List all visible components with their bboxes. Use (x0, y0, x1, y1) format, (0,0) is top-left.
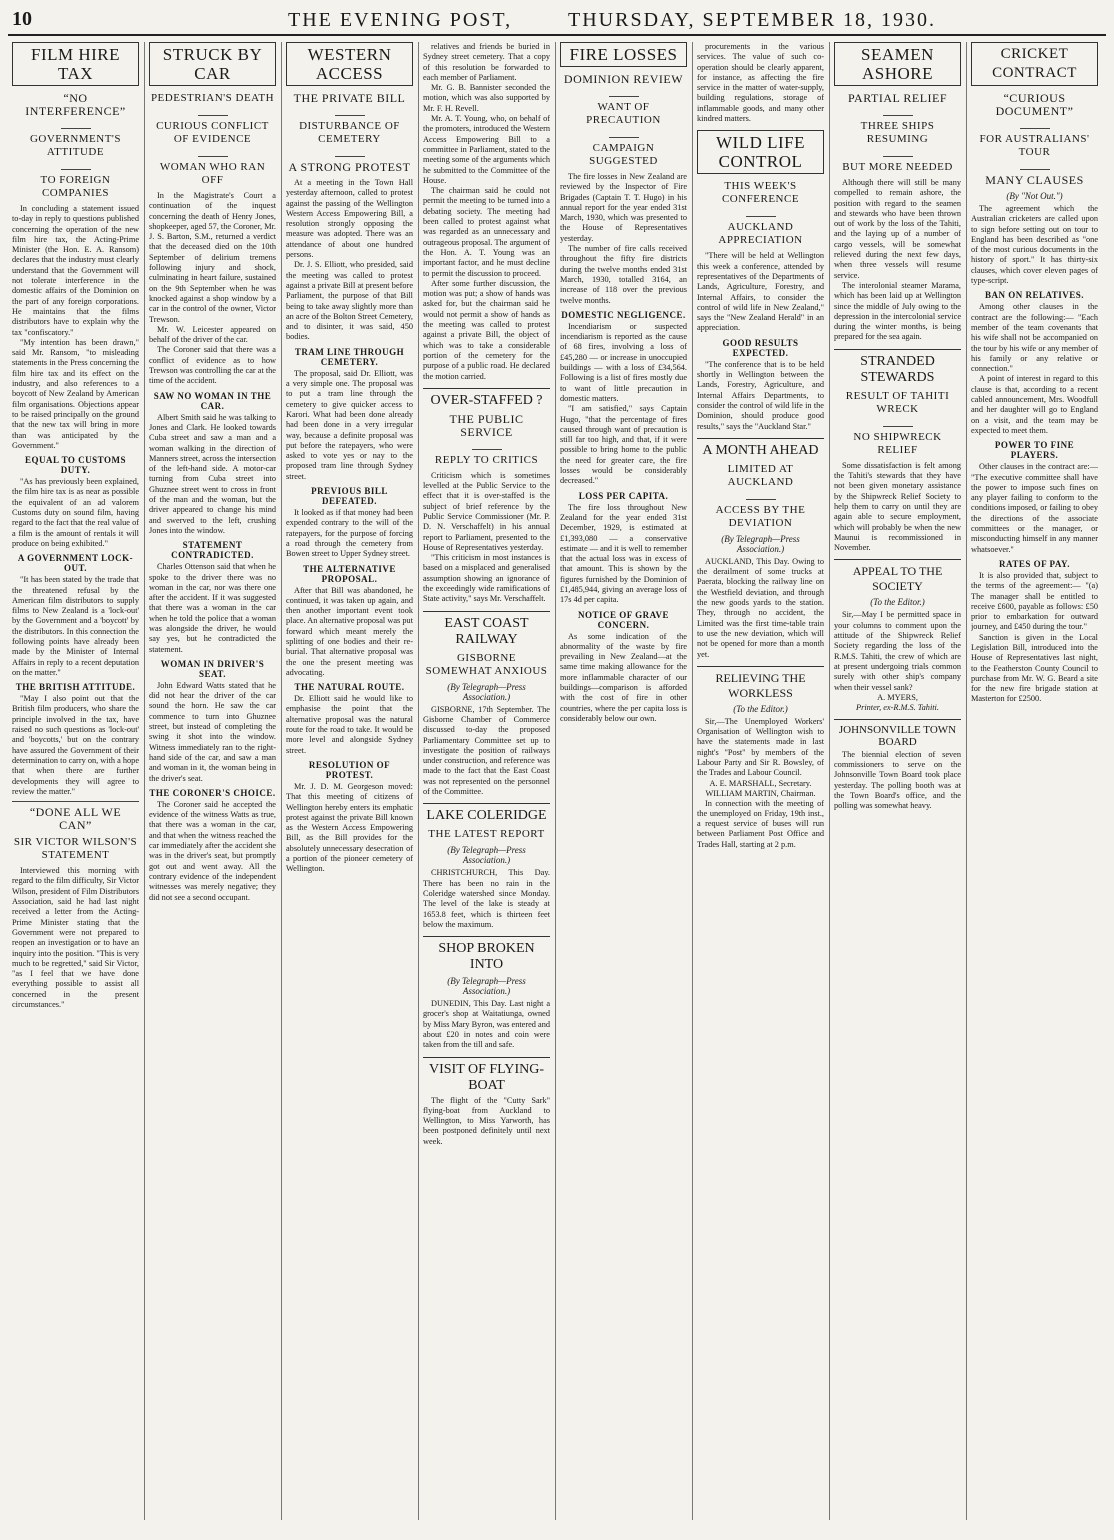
article-deck: DISTURBANCE OF CEMETERY (299, 120, 400, 145)
paragraph: Dr. Elliott said he would like to emphasise the point that the alternative proposal was the natural route for the road to take. It would be more level and alongside Sydney street. (286, 694, 413, 755)
paragraph: Incendiarism or suspected incendiarism is reported as the cause of 68 fires, involving a loss of £45,280 — or increase in unoccupied buildings — with a loss of £34,564. Following is a list of fires mostly due to want of little precaution in domestic matters. (560, 321, 687, 403)
article-deck: MANY CLAUSES (985, 173, 1084, 187)
paragraph: At a meeting in the Town Hall yesterday afternoon, called to protest against the passing of the Wellington Western Access Empowering Bill, a resolution strongly opposing the measure was adopted. There was an attendance of about one hundred persons. (286, 178, 413, 260)
paragraph: In connection with the meeting of the unemployed on Friday, 19th inst., a request service of buses will run between Parliament Post Office and Trades Hall, starting at 2 p.m. (697, 798, 824, 849)
article-deck: ACCESS BY THE DEVIATION (715, 503, 806, 529)
column-fire-losses (560, 42, 687, 1520)
subheading: THE ALTERNATIVE PROPOSAL. (303, 563, 396, 584)
paragraph: DUNEDIN, This Day. Last night a grocer's shop at Waitatiunga, owned by Miss Mary Byron, was entered and about £20 in notes and coin were taken from the till and safe. (423, 999, 550, 1050)
article-deck: FOR AUSTRALIANS' TOUR (979, 133, 1090, 158)
subheading: PREVIOUS BILL DEFEATED. (311, 486, 388, 507)
subheading: LOSS PER CAPITA. (578, 490, 669, 501)
paragraph: relatives and friends be buried in Sydney street cemetery. That a copy of this resolution be forwarded to each member of Parliament. (423, 42, 550, 82)
byline: (To the Editor.) (870, 597, 925, 608)
signature: WILLIAM MARTIN, Chairman. (705, 788, 816, 798)
paragraph: The fire loss throughout New Zealand for the year ended 31st December, 1929, is estimated at £1,393,080 — a conservative estimate — and it is well to remember that the actual loss was in excess of that amount. This is shown by the figures furnished by the Dominion of £1,485,944, giving an average loss of 17s 4d per capita. (560, 502, 687, 605)
article-deck: CAMPAIGN SUGGESTED (589, 142, 658, 167)
article-deck: WANT OF PRECAUTION (586, 101, 661, 126)
paragraph: The chairman said he could not permit the meeting to be turned into a debating society. The meeting had been called to protest against what was regarded as an unnecessary and outrageous proposal. The argument of the Hon. A. T. Young was an important factor, and he must decline to permit the discussion to proceed. (423, 186, 550, 278)
signature: A. MYERS, (877, 692, 918, 702)
subheading: RESOLUTION OF PROTEST. (308, 759, 391, 780)
article-headline: FIRE LOSSES (560, 42, 687, 67)
article-deck: “NO INTERFERENCE” (25, 91, 126, 118)
paragraph: Interviewed this morning with regard to the film difficulty, Sir Victor Wilson, president of Film Distributors Association, said he had last night received a letter from the Acting-Prime Minister stating that the Government were not prepared to reopen an investigation or to have an inquiry into the position. "This is very much to be regretted," said Sir Victor, "as I feel that we have done everything possible to assist all concerned in the present circumstances." (12, 866, 139, 1009)
page-number: 10 (12, 8, 32, 30)
article-deck: RESULT OF TAHITI WRECK (845, 389, 950, 415)
subheading: RATES OF PAY. (999, 558, 1070, 569)
paragraph: The Coroner said that there was a conflict of evidence as to how Trewson was controlling the car at the time of the accident. (149, 345, 276, 386)
byline: (To the Editor.) (733, 703, 788, 714)
article-headline: OVER-STAFFED ? (423, 388, 550, 409)
article-headline: APPEAL TO THE SOCIETY (834, 559, 961, 594)
paragraph: "It has been stated by the trade that the threatened refusal by the American film distributors to supply films to New Zealand is a 'lock-out' by the Government and a 'boycott' by the distributors. In this connection the following points have already been made by the Minister of Internal Affairs in reply to a recent deputation on the matter." (12, 575, 139, 677)
byline: (By Telegraph—Press Association.) (721, 533, 800, 554)
article-headline: EAST COAST RAILWAY (423, 611, 550, 648)
subheading: DOMESTIC NEGLIGENCE. (561, 309, 686, 320)
column-cricket-contract (971, 42, 1098, 1520)
article-deck: “CURIOUS DOCUMENT” (995, 91, 1074, 118)
article-headline: SEAMEN ASHORE (834, 42, 961, 86)
subheading: THE BRITISH ATTITUDE. (15, 682, 136, 693)
article-deck: THE PRIVATE BILL (293, 91, 406, 105)
paragraph: Criticism which is sometimes levelled at the Public Service to the effect that it is over-staffed is the subject of brief reference by the Public Service Commissioner (Mr. P. D. N. Verschaffelt) in his annual report to Parliament, presented to the House of Representatives yesterday. (423, 470, 550, 552)
column-wild-life (697, 42, 824, 1520)
signature: Printer, ex-R.M.S. Tahiti. (856, 702, 939, 712)
paragraph: Charles Ottenson said that when he spoke to the driver there was no woman in the car, nor was there one after the accident. If it was suggested that there was a woman in the car when he told the police that a woman was alongside the driver, he would say yes, but he contradicted the statement. (149, 562, 276, 654)
paragraph: In concluding a statement issued to-day in reply to questions published concerning the operation of the new film hire tax, the Acting-Prime Minister (the Hon. E. A. Ransom) declares that the industry must clearly understand that the Government will not tolerate interference in the domestic affairs of the Dominion on the part of any foreign corporations. He maintains that the films distributors have to explain why the tax "confiscatory." (12, 204, 139, 337)
article-deck: REPLY TO CRITICS (434, 453, 539, 466)
paragraph: In the Magistrate's Court a continuation of the inquest concerning the death of Henry Jones, shopkeeper, aged 57, the Coroner, Mr. J. S. Barton, S.M., returned a verdict that the deceased died on the 10th September of delirium tremens following injury and shock, culminating in heart failure, sustained on the 9th September when he was knocked against a shop window by a car in the control of the owner, Victor Trewson. (149, 191, 276, 324)
article-headline: RELIEVING THE WORKLESS (697, 666, 824, 701)
masthead (8, 8, 1106, 36)
paragraph: Dr. J. S. Elliott, who presided, said the meeting was called to protest against a private Bill at present before Parliament, the purpose of that Bill being to take away slightly more than an acre of the Bolton Street Cemetery, and to disinter, it was said, 450 bodies. (286, 260, 413, 342)
subheading: TRAM LINE THROUGH CEMETERY. (294, 346, 405, 367)
paragraph: Mr. G. B. Bannister seconded the motion, which was also supported by Mr. F. H. Revell. (423, 83, 550, 113)
column-rule (692, 42, 693, 1520)
subheading: BAN ON RELATIVES. (984, 290, 1085, 301)
column-film-hire-tax (12, 42, 139, 1520)
paragraph: AUCKLAND, This Day. Owing to the derailment of some trucks at Paerata, blocking the railway line on the Westfield deviation, and through the new goods yards to the station. They, through no accident, the Limited was the first time-table train to use the new deviation, which will not be opened for more than a month yet. (697, 556, 824, 659)
article-deck: A STRONG PROTEST (288, 160, 411, 174)
paragraph: The Coroner said he accepted the evidence of the witness Watts as true, that there was a woman in the car, and that when the witness reached the car immediately after the accident she was in the driver's seat, but promptly got out and went away. All the contrary evidence of the independent witnesses was merely negative; they did not see a second occupant. (149, 799, 276, 902)
paragraph: Among other clauses in the contract are the following:— "Each member of the team covenants that his wife shall not be accompanied on the tour by his wife or any member of his family or any relative or connection." (971, 302, 1098, 374)
article-deck: WOMAN WHO RAN OFF (159, 161, 266, 186)
article-deck: THE LATEST REPORT (428, 828, 545, 841)
paragraph: Other clauses in the contract are:— "The executive committee shall have the power to impose such fines on any player failing to conform to the conditions imposed, or failing to obey the directions of the associate committees or the manager, or misconducting himself in any manner whatsoever." (971, 462, 1098, 554)
paragraph: The number of fire calls received throughout the fifty fire districts during the twelve months ended 31st March, 1930, totalled 3164, an increase of 118 over the previous twelve months. (560, 244, 687, 305)
paragraph: The flight of the "Cutty Sark" flying-boat from Auckland to Wellington, to Miss Yarworth, has been postponed definitely until next week. (423, 1095, 550, 1146)
newspaper-page (8, 8, 1106, 1524)
article-headline: STRUCK BY CAR (149, 42, 276, 86)
paragraph: "My intention has been drawn," said Mr. Ransom, "to misleading statements in the Press concerning the film hire tax and its effect on the industry, and also references to a boycott of New Zealand by American film organisations. Objections appear to be raised principally on the ground that the new tax will bring in more than was anticipated by the Government." (12, 337, 139, 450)
article-deck: “DONE ALL WE CAN” (12, 801, 139, 832)
column-western-access (286, 42, 413, 1520)
article-deck: THREE SHIPS RESUMING (860, 120, 935, 145)
paragraph: Sanction is given in the Local Legislation Bill, introduced into the House of Representatives last night, to the Featherston County Council to purchase from Mr. W. G. Beard a site for the new fire brigade station at Masterton for £2500. (971, 632, 1098, 704)
paragraph: Some dissatisfaction is felt among the Tahiti's stewards that they have not been given monetary assistance by the Shipwreck Relief Society to help them to carry on until they are again able to secure employment, which will probably be when the new Maunui is recommissioned in November. (834, 460, 961, 553)
paragraph: The biennial election of seven commissioners to serve on the Johnsonville Town Board took place yesterday. The polling booth was at the Town Board's office, and the polling was somewhat heavy. (834, 749, 961, 811)
paragraph: GISBORNE, 17th September. The Gisborne Chamber of Commerce discussed to-day the proposed Parliamentary Committee set up to investigate the position of railways under construction, and reference was made to the fact that the East Coast was not represented on the personnel of the Committee. (423, 704, 550, 797)
paragraph: "As has previously been explained, the film hire tax is as near as possible the equivalent of an ad valorem Customs duty on sound film, having regard to the fact that the real value of a film is the amount of rentals it will produce on being exhibited." (12, 477, 139, 548)
column-rule (555, 42, 556, 1520)
subheading: POWER TO FINE PLAYERS. (994, 440, 1075, 461)
subheading: GOOD RESULTS EXPECTED. (722, 337, 799, 358)
paragraph: Mr. A. T. Young, who, on behalf of the promoters, introduced the Western Access Empowering Bill to a committee in Parliament, stated to the meeting some of the arguments which he submitted to the Committee of the House. (423, 114, 550, 185)
column-rule (966, 42, 967, 1520)
column-rule (144, 42, 145, 1520)
paragraph: Sir,—May I be permitted space in your columns to comment upon the attitude of the Shipwreck Relief Society regarding the loss of the R.M.S. Tahiti, the crew of which are at present undergoing trials common surely with other ship's company when their vessel sank? (834, 610, 961, 692)
subheading: SAW NO WOMAN IN THE CAR. (153, 390, 272, 411)
article-headline: A MONTH AHEAD (697, 438, 824, 459)
issue-date: THURSDAY, SEPTEMBER 18, 1930. (568, 9, 937, 31)
subheading: A GOVERNMENT LOCK-OUT. (17, 553, 134, 574)
article-headline: LAKE COLERIDGE (423, 803, 550, 824)
paragraph: "May I also point out that the British film producers, who share the principle involved in the tax, have raised no such questions as 'lock-out' and 'boycotts,' but on the contrary have assured the Government of their determination to carry on, with a hope that when there are further developments they will agree to review the matter." (12, 694, 139, 796)
article-deck: CURIOUS CONFLICT OF EVIDENCE (156, 120, 269, 145)
paragraph: John Edward Watts stated that he did not hear the driver of the car sound the horn. He saw the car commence to turn into Ghuznee street, but instead of completing the swing it shot into the window. Witness immediately ran to the right-hand side of the car, and saw a man and woman in it, the woman being in the driver's seat. (149, 680, 276, 783)
byline: (By Telegraph—Press Association.) (447, 845, 526, 866)
article-headline: WILD LIFE CONTROL (697, 130, 824, 174)
paragraph: Albert Smith said he was talking to Jones and Clark. He looked towards Cuba street and saw a man and a woman walking in the direction of Manners street, across the intersection of the left-hand side. A motor-car turning from Cuba street into Ghuznee street went to cross in front of the man and the woman, but the driver appeared to change his mind and swerved to the left, crushing Jones into the window. (149, 412, 276, 535)
article-deck: PARTIAL RELIEF (847, 91, 948, 105)
article-headline: SHOP BROKEN INTO (423, 936, 550, 973)
column-rule (418, 42, 419, 1520)
article-deck: THIS WEEK'S CONFERENCE (721, 180, 800, 206)
subheading: THE NATURAL ROUTE. (294, 682, 405, 693)
paragraph: Mr. W. Leicester appeared on behalf of the driver of the car. (149, 324, 276, 345)
column-misc-news (423, 42, 550, 1520)
article-deck: BUT MORE NEEDED (842, 161, 953, 173)
article-deck: SIR VICTOR WILSON'S STATEMENT (13, 836, 138, 862)
article-deck: GISBORNE SOMEWHAT ANXIOUS (425, 651, 548, 677)
subheading: NOTICE OF GRAVE CONCERN. (577, 609, 669, 630)
paragraph: Sir,—The Unemployed Workers' Organisation of Wellington wish to have the statements made in last night's "Post" by members of the Labour Party and Sir R. Bowsley, of the Trades and Labour Council. (697, 716, 824, 778)
article-headline: WESTERN ACCESS (286, 42, 413, 86)
paragraph: Although there will still be many compelled to remain ashore, the position with regard to the seamen and stewards who have been thrown out of work by the loss of the Tahiti, and the laying up of a number of cargo vessels, will be somewhat relieved during the next few days, when three vessels will resume service. (834, 178, 961, 280)
paragraph: After that Bill was abandoned, he continued, it was taken up again, and then another important event took place. An alternative proposal was put forward which meant merely the splitting of one bodies and their re-burial. That alternative proposal was the one the present meeting was advocating. (286, 585, 413, 677)
byline: (By Telegraph—Press Association.) (447, 681, 526, 702)
paragraph: Mr. J. D. M. Georgeson moved: That this meeting of citizens of Wellington hereby enters its emphatic protest against the private Bill known as the Western Access Empowering Bill, as the Bill provides for the absolutely unnecessary desecration of a portion of the pioneer cemetery of Wellington. (286, 781, 413, 874)
article-deck: DOMINION REVIEW (563, 72, 684, 86)
paragraph: The interolonial steamer Marama, which has been laid up at Wellington since the middle of July owing to the depression in the intercolonial service during the winter months, is being prepared for the sea again. (834, 280, 961, 342)
paragraph: "There will be held at Wellington this week a conference, attended by representatives of the Departments of Lands, Agriculture, Forestry, and Internal Affairs, to consider the control of wild life in New Zealand," says the "New Zealand Herald" in an appreciation. (697, 251, 824, 333)
article-deck: THE PUBLIC SERVICE (449, 411, 524, 439)
byline: (By Telegraph—Press Association.) (447, 976, 526, 997)
article-deck: PEDESTRIAN'S DEATH (150, 92, 275, 104)
newspaper-title: THE EVENING POST, (288, 9, 513, 31)
subheading: WOMAN IN DRIVER'S SEAT. (160, 658, 265, 679)
article-deck: AUCKLAND APPRECIATION (718, 221, 803, 247)
paragraph: It looked as if that money had been expended contrary to the will of the ratepayers, for the purpose of forcing a road through the cemetery from Bowen street to Upper Sydney street. (286, 508, 413, 559)
signature: A. E. MARSHALL, Secretary. (709, 778, 812, 788)
article-deck: TO FOREIGN COMPANIES (40, 174, 111, 199)
paragraph: The fire losses in New Zealand are reviewed by the Inspector of Fire Brigades (Captain T. T. Hugo) in his annual report for the year ended 31st March, 1930, which was presented to the House of Representatives yesterday. (560, 172, 687, 243)
article-deck: NO SHIPWRECK RELIEF (853, 430, 942, 456)
paragraph: CHRISTCHURCH, This Day. There has been no rain in the Coleridge watershed since Monday. The level of the lake is steady at 1653.8 feet, which is thirteen feet below the maximum. (423, 868, 550, 929)
paragraph: A point of interest in regard to this clause is that, according to a recent cabled announcement, Mrs. Woodfull and her daughter will go to England on a visit, and the team may be expected to meet them. (971, 374, 1098, 435)
subheading: EQUAL TO CUSTOMS DUTY. (24, 455, 127, 476)
article-headline: STRANDED STEWARDS (834, 349, 961, 386)
paragraph: It is also provided that, subject to the terms of the agreement:— "(a) The manager shall be entitled to receive £600, payable as follows: £50 prior to embarkation for outward journey, and £450 during the tour." (971, 570, 1098, 632)
article-headline: CRICKET CONTRACT (971, 42, 1098, 86)
paragraph: "I am satisfied," says Captain Hugo, "that the percentage of fires caused through want of precaution is still far too high, and that, if it were possible to bring home to the public the need for greater care, the fire losses would be considerably decreased." (560, 404, 687, 486)
paragraph: The proposal, said Dr. Elliott, was a very simple one. The proposal was to put a tram line through the cemetery to give quicker access to Karori. What had been done already had been done in a very irregular way, because a definite proposal was put before the ratepayers, who were asked to vote yes or nay to the proposed tram line through Sydney street. (286, 368, 413, 481)
article-headline: VISIT OF FLYING-BOAT (423, 1057, 550, 1094)
article-headline: FILM HIRE TAX (12, 42, 139, 86)
paragraph: procurements in the various services. The value of such co-operation should be clearly apparent, for instance, as affecting the fire service in the matter of water-supply, building regulations, storage of inflammable goods, and many other kindred matters. (697, 42, 824, 124)
column-seamen-ashore (834, 42, 961, 1520)
byline: (By "Not Out.") (1006, 191, 1063, 201)
subheading: STATEMENT CONTRADICTED. (171, 540, 254, 561)
column-rule (281, 42, 282, 1520)
paragraph: As some indication of the abnormality of the waste by fire prevailing in New Zealand—at the same time making allowance for the more inflammable character of our buildings—comparison is afforded with the cost of fire in other countries, where the per capita loss is considerably below our own. (560, 631, 687, 723)
article-deck: GOVERNMENT'S ATTITUDE (29, 133, 122, 158)
article-headline: JOHNSONVILLE TOWN BOARD (834, 719, 961, 748)
paragraph: After some further discussion, the motion was put; a show of hands was asked for, but the chairman said he would not permit a show of hands as the meeting was called to protest against a private Bill, the object of which was to take a considerable portion of the cemetery for the purpose of a public road. He declared the motion carried. (423, 278, 550, 381)
paragraph: The agreement which the Australian cricketers are called upon to sign before setting out on tour to England has been described as "one of the most curious documents in the history of sport." It has thirty-six clauses, which cover eleven pages of type-script. (971, 204, 1098, 286)
subheading: THE CORONER'S CHOICE. (149, 787, 276, 798)
article-deck: LIMITED AT AUCKLAND (727, 462, 794, 488)
paragraph: "The conference that is to be held shortly in Wellington between the Lands, Forestry, Agriculture, and Internal Affairs Departments, to consider the control of wild life in the Dominion, should produce good results," says the "Auckland Star." (697, 359, 824, 431)
column-rule (829, 42, 830, 1520)
column-struck-by-car (149, 42, 276, 1520)
paragraph: "This criticism in most instances is based on a misplaced and generalised assumption showing an ignorance of the exceedingly wide ramifications of State activity," says Mr. Verschaffelt. (423, 553, 550, 604)
